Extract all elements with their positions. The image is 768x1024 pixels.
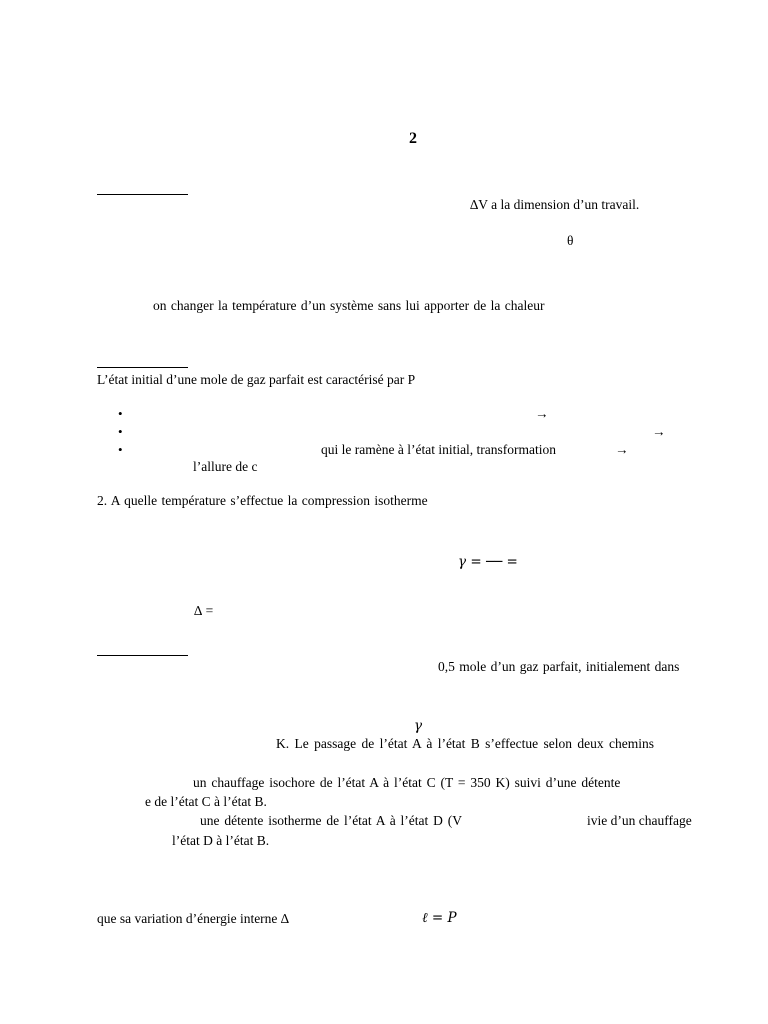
ex1-line-dimension: ∆V a la dimension d’un travail. — [470, 197, 640, 212]
ex1-question: on changer la température d’un système sans lui apporter de la chaleur — [153, 298, 545, 313]
ex3-gamma-symbol: γ — [414, 718, 423, 734]
ex2-arrow-3: → — [615, 442, 629, 457]
page-number: 2 — [409, 130, 417, 147]
ex3-formula: ℓ = P — [422, 910, 457, 926]
ex2-question-2: 2. A quelle température s’effectue la compression isotherme — [97, 493, 428, 508]
ex3-energy-question: que sa variation d’énergie interne ∆ — [97, 911, 290, 926]
ex2-delta-equation: ∆ = — [194, 603, 214, 618]
ex3-path-2a: une détente isotherme de l’état A à l’état D (V — [200, 813, 463, 828]
ex3-path-1a: un chauffage isochore de l’état A à l’état C (T = 350 K) suivi d’une détente — [193, 775, 621, 790]
exercise-heading-rule-3 — [97, 655, 188, 656]
ex2-arrow-2: → — [652, 424, 666, 439]
bullet-2: • — [118, 424, 123, 439]
ex2-intro: L’état initial d’une mole de gaz parfait est caractérisé par P — [97, 372, 416, 387]
ex1-theta-symbol: θ — [567, 233, 574, 248]
ex2-allure: l’allure de c — [193, 459, 258, 474]
ex2-gamma-equation: γ = ── = — [458, 554, 518, 570]
bullet-1: • — [118, 406, 123, 421]
ex3-line-1: 0,5 mole d’un gaz parfait, initialement dans — [438, 659, 680, 674]
ex3-path-1b: e de l’état C à l’état B. — [145, 794, 267, 809]
bullet-3: • — [118, 442, 123, 457]
exercise-heading-rule-1 — [97, 194, 188, 195]
ex3-line-2: K. Le passage de l’état A à l’état B s’effectue selon deux chemins — [276, 736, 654, 751]
exercise-heading-rule-2 — [97, 367, 188, 368]
ex2-arrow-1: → — [535, 406, 549, 421]
ex2-bullet3-text: qui le ramène à l’état initial, transformation — [321, 442, 557, 457]
ex3-path-2b: l’état D à l’état B. — [172, 833, 270, 848]
ex3-path-2a-end: ivie d’un chauffage — [587, 813, 692, 828]
